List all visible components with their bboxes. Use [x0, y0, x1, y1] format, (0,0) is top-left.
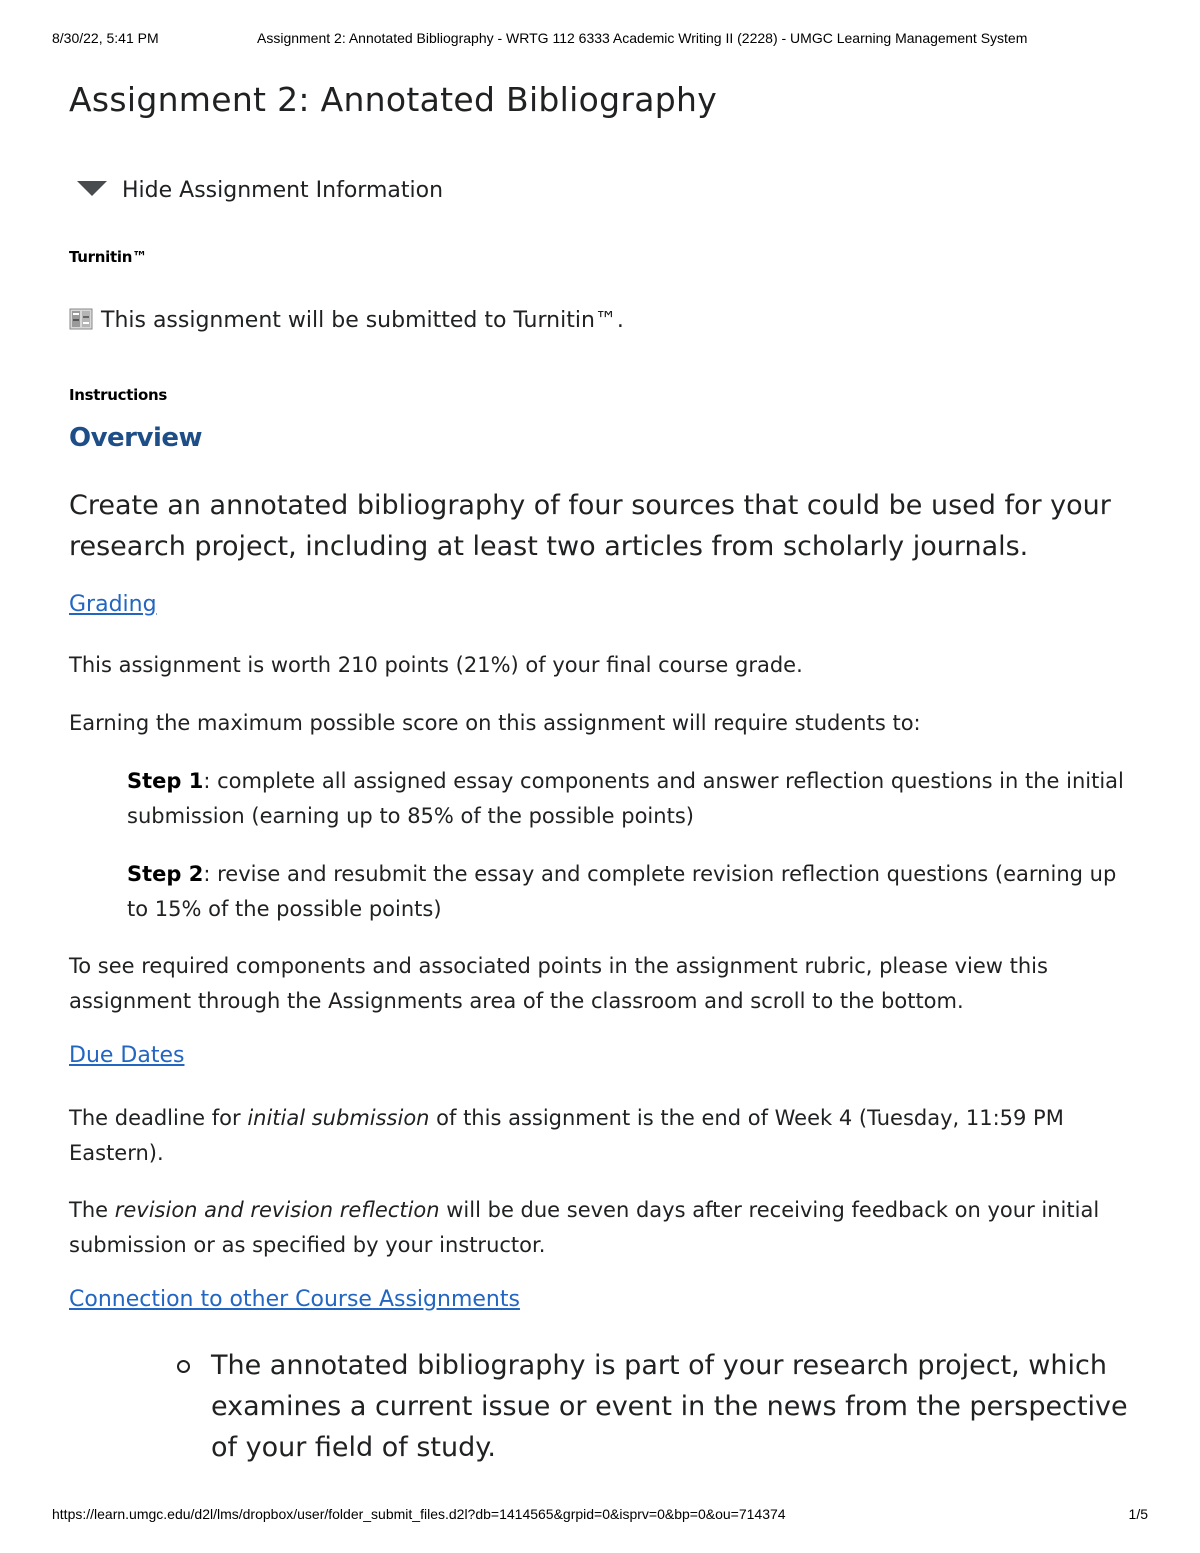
- revision-text: [69, 1193, 1144, 1263]
- deadline-text-post: of this assignment is the end of Week 4 (Tuesday, 11:59 PM Eastern).: [69, 1106, 1064, 1165]
- print-page-number: 1/5: [1128, 1506, 1148, 1522]
- step-2-text: : revise and resubmit the essay and complete revision reflection questions (earning up to 15% of the possible points): [127, 862, 1117, 921]
- print-timestamp: 8/30/22, 5:41 PM: [52, 30, 159, 46]
- list-item: [211, 1345, 1151, 1468]
- circle-bullet-icon: [177, 1360, 190, 1373]
- step-2: [127, 857, 1127, 927]
- overview-text: Create an annotated bibliography of four sources that could be used for your research project, including at least two articles from scholarly journals.: [69, 490, 1111, 562]
- rubric-text: To see required components and associated points in the assignment rubric, please view this assignment through the Assignments area of the classroom and scroll to the bottom.: [69, 954, 1048, 1013]
- revision-text-post: will be due seven days after receiving feedback on your initial submission or as specified by your instructor.: [69, 1198, 1100, 1257]
- hide-assignment-info-toggle[interactable]: [77, 178, 443, 208]
- turnitin-label: Turnitin™: [69, 248, 147, 266]
- toggle-label: Hide Assignment Information: [122, 178, 444, 203]
- grading-link-row: [69, 592, 157, 617]
- print-url: https://learn.umgc.edu/d2l/lms/dropbox/user/folder_submit_files.d2l?db=1414565&grpid=0&isprv=0&bp=0&ou=714374: [52, 1506, 786, 1522]
- requirement-intro: Earning the maximum possible score on this assignment will require students to:: [69, 711, 921, 735]
- turnitin-message-text: This assignment will be submitted to Turnitin™.: [101, 308, 624, 333]
- step-1-label: Step 1: [127, 769, 204, 793]
- instructions-label: Instructions: [69, 386, 167, 404]
- due-dates-link-row: [69, 1043, 184, 1068]
- step-1: [127, 764, 1127, 834]
- connection-link[interactable]: Connection to other Course Assignments: [69, 1287, 520, 1312]
- revision-text-emphasis: revision and revision reflection: [114, 1198, 440, 1222]
- print-header: [52, 30, 1148, 50]
- connection-bullet-text: The annotated bibliography is part of your research project, which examines a current issue or event in the news from the perspective of your field of study.: [211, 1350, 1128, 1463]
- turnitin-message: [69, 307, 624, 333]
- page-title: Assignment 2: Annotated Bibliography: [69, 80, 718, 119]
- triangle-down-icon: [77, 181, 107, 196]
- overview-heading: Overview: [69, 423, 203, 453]
- deadline-text-pre: The deadline for: [69, 1106, 248, 1130]
- grading-text: This assignment is worth 210 points (21%) of your final course grade.: [69, 653, 803, 677]
- grading-link[interactable]: Grading: [69, 592, 157, 617]
- due-dates-link[interactable]: Due Dates: [69, 1043, 185, 1068]
- deadline-text: [69, 1101, 1144, 1171]
- connection-link-row: [69, 1287, 520, 1312]
- print-document-title: Assignment 2: Annotated Bibliography - WRTG 112 6333 Academic Writing II (2228) - UMGC Learning Management System: [257, 30, 1028, 46]
- step-1-text: : complete all assigned essay components and answer reflection questions in the initial submission (earning up to 85% of the possible points): [127, 769, 1124, 828]
- step-2-label: Step 2: [127, 862, 204, 886]
- revision-text-pre: The: [69, 1198, 115, 1222]
- print-footer: [52, 1506, 1148, 1526]
- deadline-text-emphasis: initial submission: [247, 1106, 430, 1130]
- turnitin-icon: [69, 307, 93, 331]
